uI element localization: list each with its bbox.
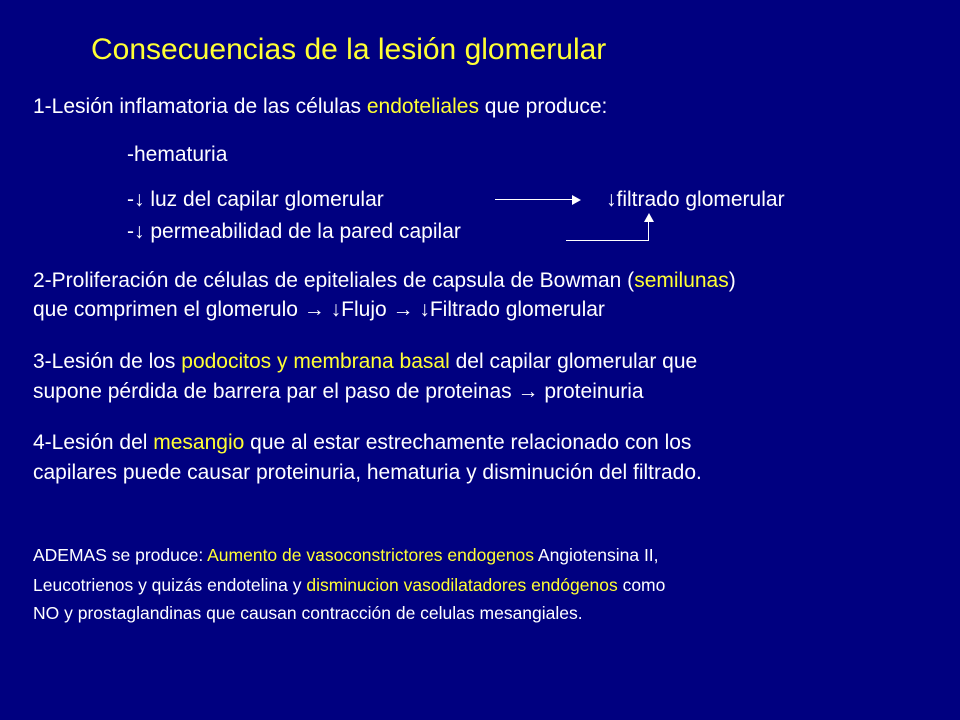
point-2-line-2 <box>33 298 605 322</box>
ademas-line-3: NO y prostaglandinas que causan contracción de celulas mesangiales. <box>33 603 583 623</box>
point-4-line-2: capilares puede causar proteinuria, hematuria y disminución del filtrado. <box>33 461 702 484</box>
point-4-text-b: que al estar estrechamente relacionado con los <box>244 431 692 454</box>
flow-arrow-line <box>495 199 572 200</box>
right-arrow-icon: → <box>392 298 414 321</box>
point-3-text-a: 3-Lesión de los <box>33 350 182 373</box>
dash: - <box>127 220 134 243</box>
right-arrow-icon: → <box>517 380 539 403</box>
ademas-text-a: ADEMAS se produce: <box>33 545 208 565</box>
flujo-text: Flujo <box>341 298 393 321</box>
filtrado-glomerular-text: Filtrado glomerular <box>429 298 605 321</box>
down-arrow-icon: ↓ <box>419 298 430 321</box>
point-3-text-d: proteinuria <box>538 380 644 403</box>
point-1-heading <box>33 95 607 119</box>
ademas-highlight-1: Aumento de vasoconstrictores endogenos <box>207 545 534 565</box>
point-3-text-c: supone pérdida de barrera par el paso de proteinas <box>33 380 518 403</box>
point-3-text-b: del capilar glomerular que <box>449 350 698 373</box>
ademas-line-2 <box>33 575 665 596</box>
down-arrow-icon: ↓ <box>330 298 342 321</box>
item-hematuria: -hematuria <box>127 143 228 166</box>
point-2-text-a: 2-Proliferación de células de epiteliales de capsula de Bowman ( <box>33 269 635 292</box>
up-arrow-icon <box>644 213 654 222</box>
point-3-highlight: podocitos y membrana basal <box>181 350 450 373</box>
ademas-text-d: como <box>617 575 666 595</box>
dash: - <box>127 188 134 211</box>
point-2-highlight: semilunas <box>634 269 729 292</box>
point-3-line-1 <box>33 350 697 374</box>
right-arrow-icon <box>572 195 581 205</box>
ademas-text-c: Leucotrienos y quizás endotelina y <box>33 575 307 595</box>
connector-line-horizontal <box>566 240 649 241</box>
point-4-text-a: 4-Lesión del <box>33 431 154 454</box>
item-luz-capilar <box>127 188 384 212</box>
down-arrow-icon: ↓ <box>606 188 617 211</box>
down-arrow-icon: ↓ <box>134 220 145 243</box>
filtrado-text: filtrado glomerular <box>616 188 785 211</box>
point-1-highlight: endoteliales <box>366 95 479 118</box>
right-arrow-icon: → <box>303 298 325 321</box>
item-filtrado <box>606 188 785 212</box>
ademas-text-b: Angiotensina II, <box>534 545 659 565</box>
luz-text: luz del capilar glomerular <box>144 188 384 211</box>
point-2-text-c: que comprimen el glomerulo <box>33 298 304 321</box>
connector-line-vertical <box>648 222 649 241</box>
ademas-highlight-2: disminucion vasodilatadores endógenos <box>306 575 618 595</box>
permeabilidad-text: permeabilidad de la pared capilar <box>144 220 461 243</box>
ademas-line-1 <box>33 545 659 566</box>
slide-title: Consecuencias de la lesión glomerular <box>91 33 607 66</box>
point-4-line-1 <box>33 431 691 455</box>
item-permeabilidad <box>127 220 461 244</box>
point-1-text-a: 1-Lesión inflamatoria de las células <box>33 95 367 118</box>
point-3-line-2 <box>33 380 644 404</box>
point-2-text-b: ) <box>728 269 736 292</box>
point-1-text-b: que produce: <box>478 95 608 118</box>
down-arrow-icon: ↓ <box>134 188 145 211</box>
point-2-line-1 <box>33 269 736 293</box>
point-4-highlight: mesangio <box>153 431 245 454</box>
